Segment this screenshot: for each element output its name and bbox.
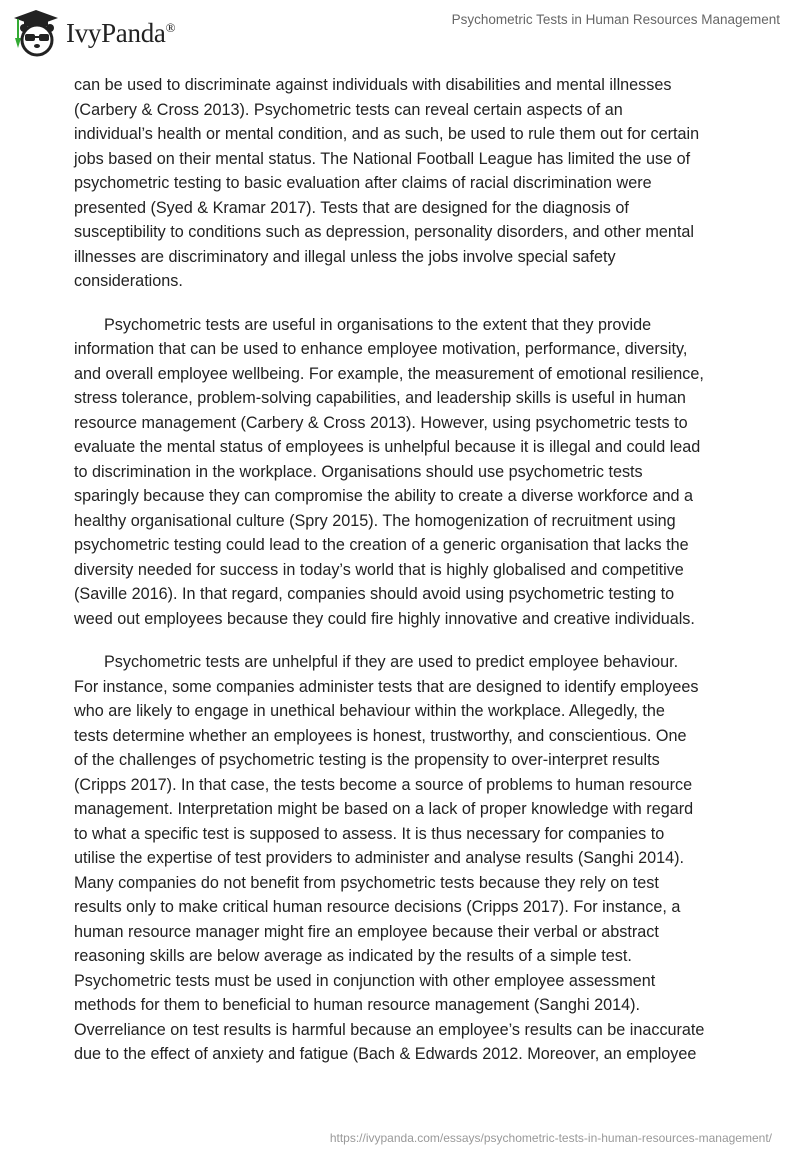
text-line: Many companies do not benefit from psychometric tests because they rely on test [74, 873, 659, 892]
text-line: human resource manager might fire an employee because their verbal or abstract [74, 922, 659, 941]
text-line: Psychometric tests are unhelpful if they are used to predict employee behaviour. [104, 653, 679, 671]
text-line: of the challenges of psychometric testing is the propensity to over-interpret results [74, 751, 660, 769]
text-line: can be used to discriminate against individuals with disabilities and mental illnesses [74, 76, 672, 94]
paragraph [74, 650, 734, 1067]
text-line: (Carbery & Cross 2013). Psychometric tests can reveal certain aspects of an [74, 100, 623, 119]
text-line: Psychometric tests must be used in conjunction with other employee assessment [74, 971, 656, 990]
text-line: who are likely to engage in unethical behaviour within the workplace. Allegedly, the [74, 702, 665, 720]
text-line: results only to make critical human resource decisions (Cripps 2017). For instance, a [74, 898, 681, 916]
text-line: (Saville 2016). In that regard, companies should avoid using psychometric testing to [74, 585, 675, 603]
text-line: diversity needed for success in today’s world that is highly globalised and competitive [74, 560, 684, 579]
text-line: management. Interpretation might be based on a lack of proper knowledge with regard [74, 800, 694, 818]
text-line: sparingly because they can compromise the ability to create a diverse workforce and a [74, 487, 694, 505]
text-line: Overreliance on test results is harmful because an employee’s results can be inaccurate [74, 1020, 705, 1039]
text-line: and overall employee wellbeing. For example, the measurement of emotional resilience, [74, 364, 704, 383]
text-line: to discrimination in the workplace. Organisations should use psychometric tests [74, 462, 643, 481]
text-line: jobs based on their mental status. The National Football League has limited the use of [74, 149, 691, 168]
text-line: susceptibility to conditions such as depression, personality disorders, and other mental [74, 223, 694, 241]
text-line: stress tolerance, problem-solving capabilities, and leadership skills is useful in human [74, 389, 686, 407]
text-line: tests determine whether an employees is honest, trustworthy, and conscientious. One [74, 726, 687, 745]
text-line: (Cripps 2017). In that case, the tests become a source of problems to human resource [74, 775, 693, 794]
text-line: due to the effect of anxiety and fatigue (Bach & Edwards 2012. Moreover, an employee [74, 1045, 697, 1063]
source-url-link[interactable]: https://ivypanda.com/essays/psychometric-tests-in-human-resources-management/ [329, 1131, 772, 1145]
panda-logo-icon [12, 8, 60, 58]
text-line: resource management (Carbery & Cross 2013). However, using psychometric tests to [74, 413, 688, 432]
document-title: Psychometric Tests in Human Resources Management [451, 12, 780, 27]
text-line: For instance, some companies administer tests that are designed to identify employees [74, 677, 699, 696]
essay-body [74, 73, 734, 1086]
paragraph [74, 313, 734, 632]
ivypanda-logo[interactable] [12, 8, 175, 58]
text-line: psychometric testing to basic evaluation after claims of racial discrimination were [74, 174, 652, 192]
text-line: utilise the expertise of test providers to administer and analyse results (Sanghi 2014). [74, 849, 685, 867]
logo-text: IvyPanda® [66, 17, 176, 48]
text-line: psychometric testing could lead to the creation of a generic organisation that lacks the [74, 536, 689, 554]
text-line: presented (Syed & Kramar 2017). Tests that are designed for the diagnosis of [74, 198, 629, 217]
text-line: considerations. [74, 272, 183, 290]
text-line: illnesses are discriminatory and illegal unless the jobs involve special safety [74, 247, 616, 266]
text-line: individual’s health or mental condition, and as such, be used to rule them out for certain [74, 125, 700, 143]
text-line: reasoning skills are below average as indicated by the results of a simple test. [74, 947, 632, 965]
text-line: healthy organisational culture (Spry 2015). The homogenization of recruitment using [74, 511, 676, 530]
paragraph [74, 73, 734, 294]
text-line: information that can be used to enhance employee motivation, performance, diversity, [74, 340, 688, 358]
text-line: methods for them to beneficial to human resource management (Sanghi 2014). [74, 996, 640, 1014]
text-line: to what a specific test is supposed to assess. It is thus necessary for companies to [74, 824, 665, 843]
text-line: weed out employees because they could fire highly innovative and creative individuals. [74, 609, 695, 628]
text-line: evaluate the mental status of employees is unhelpful because it is illegal and could lead [74, 438, 701, 456]
text-line: Psychometric tests are useful in organisations to the extent that they provide [104, 315, 652, 334]
